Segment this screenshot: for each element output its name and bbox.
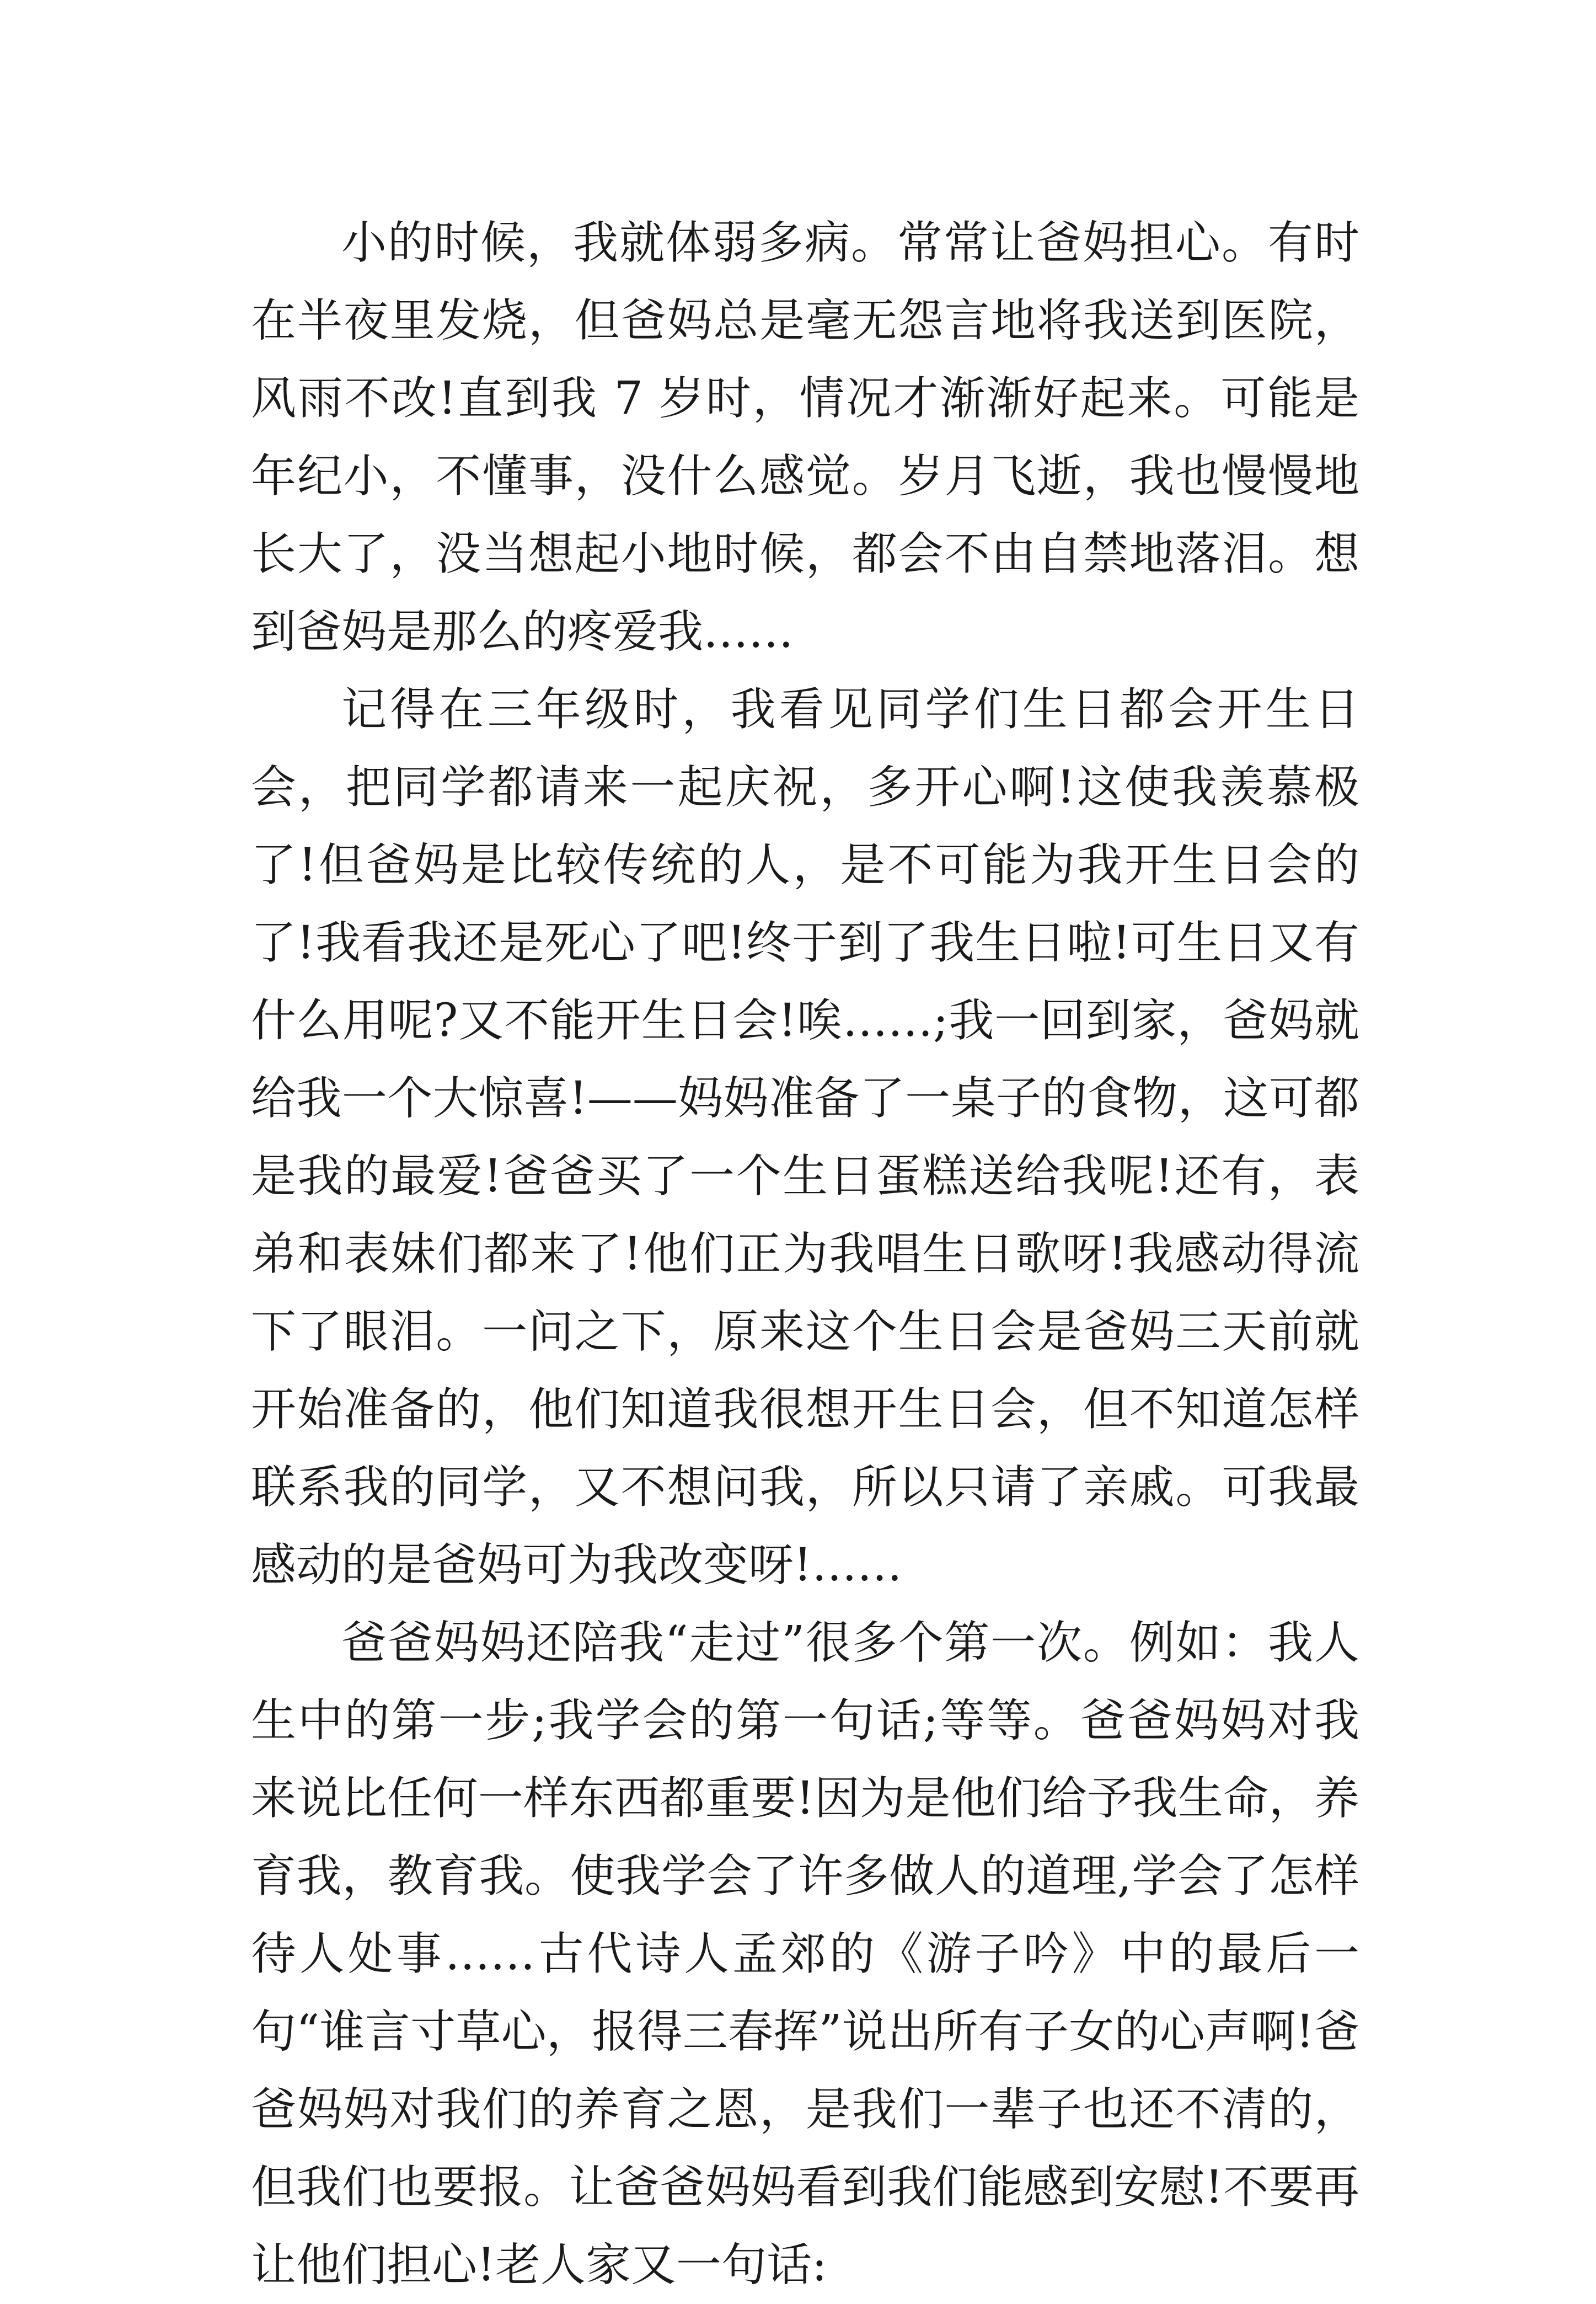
paragraph-2: 记得在三年级时，我看见同学们生日都会开生日会，把同学都请来一起庆祝，多开心啊!这使我羡慕极了!但爸妈是比较传统的人，是不可能为我开生日会的了!我看我还是死心了吧!终于到了我生日啦!可生日又有什么用呢?又不能开生日会!唉……;我一回到家，爸妈就给我一个大惊喜!——妈妈准备了一桌子的食物，这可都是我的最爱!爸爸买了一个生日蛋糕送给我呢!还有，表弟和表妹们都来了!他们正为我唱生日歌呀!我感动得流下了眼泪。一问之下，原来这个生日会是爸妈三天前就开始准备的，他们知道我很想开生日会，但不知道怎样联系我的同学，又不想问我，所以只请了亲戚。可我最感动的是爸妈可为我改变呀!…… (251, 683, 1359, 1591)
document-body (251, 204, 1359, 2304)
paragraph-3: 爸爸妈妈还陪我“走过”很多个第一次。例如：我人生中的第一步;我学会的第一句话;等等。爸爸妈妈对我来说比任何一样东西都重要!因为是他们给予我生命，养育我，教育我。使我学会了许多做人的道理,学会了怎样待人处事……古代诗人孟郊的《游子吟》中的最后一句“谁言寸草心，报得三春挥”说出所有子女的心声啊!爸爸妈妈对我们的养育之恩，是我们一辈子也还不清的，但我们也要报。让爸爸妈妈看到我们能感到安慰!不要再让他们担心!老人家又一句话: (251, 1617, 1359, 2291)
paragraph-1: 小的时候，我就体弱多病。常常让爸妈担心。有时在半夜里发烧，但爸妈总是毫无怨言地将我送到医院，风雨不改!直到我 7 岁时，情况才渐渐好起来。可能是年纪小，不懂事，没什么感觉。岁月飞逝，我也慢慢地长大了，没当想起小地时候，都会不由自禁地落泪。想到爸妈是那么的疼爱我…… (251, 217, 1359, 658)
